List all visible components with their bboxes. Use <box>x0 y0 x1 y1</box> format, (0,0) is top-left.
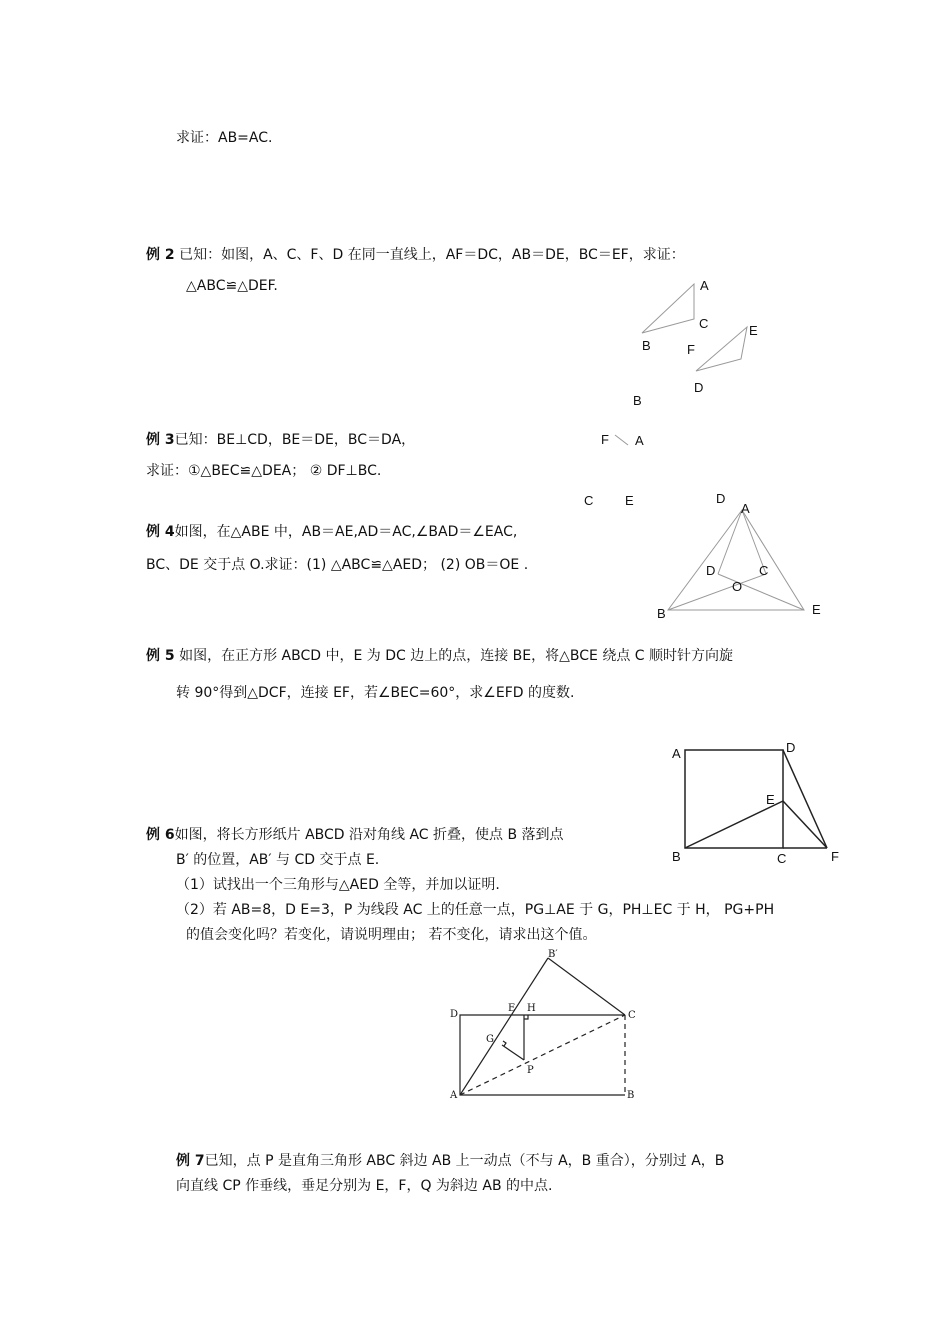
example-6-question-1: （1）试找出一个三角形与△AED 全等，并加以证明. <box>176 877 500 893</box>
example-6-text: 如图，将长方形纸片 ABCD 沿对角线 AC 折叠，使点 B 落到点 <box>174 827 564 843</box>
example-6-line2: B′ 的位置，AB′ 与 CD 交于点 E. <box>176 852 380 868</box>
fig4-label-o: O <box>732 579 743 594</box>
segment-be <box>685 801 783 848</box>
fig4-label-d: D <box>706 563 716 578</box>
fig6-label-p: P <box>527 1065 534 1076</box>
segment-bc <box>668 574 766 610</box>
example-3-text: 已知：BE⊥CD，BE＝DE，BC＝DA， <box>174 432 416 448</box>
example-4-label: 例 4 <box>146 524 175 540</box>
fig3-label-c: C <box>584 493 594 508</box>
segment-df <box>783 750 827 848</box>
example-7-text: 已知，点 P 是直角三角形 ABC 斜边 AB 上一动点（不与 A，B 重合），分别过 A，B <box>204 1153 725 1169</box>
fig5-label-f: F <box>831 849 839 864</box>
example-4-text: 如图，在△ABE 中，AB＝AE,AD＝AC,∠BAD＝∠EAC, <box>174 524 518 540</box>
example-3-label: 例 3 <box>146 432 175 448</box>
fig2-label-c: C <box>699 316 709 331</box>
fig3-label-a: A <box>635 433 644 448</box>
example-2-label: 例 2 <box>146 247 175 263</box>
fig2-label-f: F <box>687 342 695 357</box>
fig4-label-b: B <box>657 606 666 621</box>
segment-de <box>718 574 804 610</box>
right-angle-g <box>503 1041 506 1046</box>
example-3 <box>146 430 415 450</box>
fig5-label-c: C <box>777 851 787 866</box>
example-6-question-2b: 的值会变化吗？若变化，请说明理由； 若不变化，请求出这个值。 <box>186 927 597 943</box>
fig6-label-a: A <box>450 1090 458 1101</box>
figure-example-5 <box>665 735 850 870</box>
fig6-label-b-prime: B′ <box>548 949 558 960</box>
fig4-label-c: C <box>759 563 769 578</box>
example-7-line2: 向直线 CP 作垂线，垂足分别为 E，F，Q 为斜边 AB 的中点. <box>176 1178 553 1194</box>
segment-ad <box>718 510 742 574</box>
figure-example-2 <box>630 272 770 402</box>
fig3-segment <box>615 435 628 445</box>
fig3-label-d: D <box>716 491 726 506</box>
example-4 <box>146 522 517 542</box>
fig6-label-b: B <box>627 1090 635 1101</box>
fig6-label-d: D <box>450 1009 459 1020</box>
fig6-label-e: E <box>508 1003 516 1014</box>
fig4-label-a: A <box>741 501 750 516</box>
fig2-label-e: E <box>749 323 758 338</box>
fig6-label-g: G <box>486 1034 494 1045</box>
example-6 <box>146 825 564 845</box>
figure-example-3 <box>578 388 758 513</box>
segment-ab-prime <box>460 958 548 1095</box>
example-5-text: 如图，在正方形 ABCD 中，E 为 DC 边上的点，连接 BE，将△BCE 绕点 C 顺时针方向旋 <box>174 648 733 664</box>
example-7-label: 例 7 <box>176 1153 205 1169</box>
figure-example-4 <box>650 496 830 626</box>
example-2-text: 已知：如图，A、C、F、D 在同一直线上，AF＝DC，AB＝DE，BC＝EF，求证： <box>174 247 685 263</box>
example-4-line2: BC、DE 交于点 O.求证：(1) △ABC≌△AED； (2) OB＝OE . <box>146 557 529 573</box>
example-2-line2: △ABC≌△DEF. <box>186 278 278 294</box>
fig6-label-c: C <box>628 1010 636 1021</box>
example-3-line2: 求证：①△BEC≌△DEA； ② DF⊥BC. <box>146 463 382 479</box>
segment-ef <box>783 801 827 848</box>
segment-pg <box>502 1045 524 1060</box>
triangle-abc <box>642 284 694 333</box>
segment-b-prime-c <box>548 958 625 1015</box>
fig6-label-h: H <box>527 1003 536 1014</box>
fig5-label-e: E <box>766 792 775 807</box>
fig3-label-b: B <box>633 393 642 408</box>
fig5-label-b: B <box>672 849 681 864</box>
fig2-label-a: A <box>700 278 709 293</box>
triangle-def <box>696 327 747 371</box>
fig2-label-d: D <box>694 380 704 395</box>
example-7 <box>176 1151 724 1171</box>
example-5-line2: 转 90°得到△DCF，连接 EF，若∠BEC=60°，求∠EFD 的度数. <box>176 685 575 701</box>
fig5-label-d: D <box>786 740 796 755</box>
fig5-label-a: A <box>672 746 681 761</box>
example-5-label: 例 5 <box>146 648 175 664</box>
example-6-question-2: （2）若 AB=8，D E=3，P 为线段 AC 上的任意一点，PG⊥AE 于 G，PH⊥EC 于 H， PG+PH <box>176 902 775 918</box>
fig4-label-e: E <box>812 602 821 617</box>
example-5 <box>146 646 733 666</box>
figure-example-6 <box>440 945 650 1105</box>
fig3-label-f: F <box>601 432 609 447</box>
example-2 <box>146 245 685 265</box>
fig2-label-b: B <box>642 338 651 353</box>
fig3-label-e: E <box>625 493 634 508</box>
example-6-label: 例 6 <box>146 827 175 843</box>
diagonal-ac <box>460 1015 625 1095</box>
proof-line-top: 求证：AB=AC. <box>176 130 273 146</box>
